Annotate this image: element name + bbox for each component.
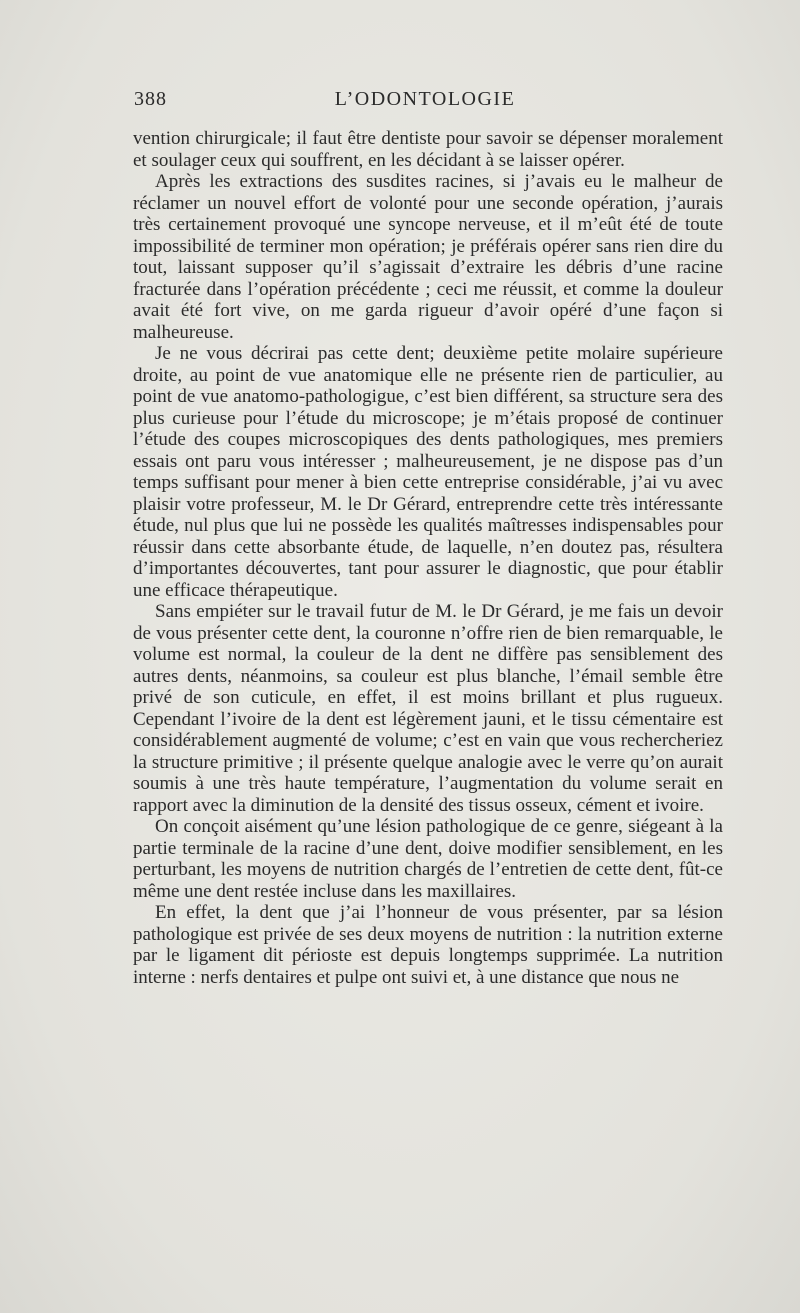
page-header	[134, 88, 716, 114]
running-title: L’ODONTOLOGIE	[334, 88, 516, 110]
body-text	[133, 128, 723, 988]
page-number: 388	[134, 88, 167, 110]
paragraph: On conçoit aisément qu’une lésion pathologique de ce genre, siégeant à la partie terminale de la racine d’une dent, doive modifier sensiblement, en les perturbant, les moyens de nutrition chargés de l’entretien de cette dent, fût-ce même une dent restée incluse dans les maxillaires.	[133, 816, 723, 902]
paragraph: En effet, la dent que j’ai l’honneur de vous présenter, par sa lésion pathologique est privée de ses deux moyens de nutrition : la nutrition externe par le ligament dit périoste est depuis longtemps supprimée. La nutrition interne : nerfs dentaires et pulpe ont suivi et, à une distance que nous ne	[133, 902, 723, 988]
paragraph: vention chirurgicale; il faut être dentiste pour savoir se dépenser moralement et soulager ceux qui souffrent, en les décidant à se laisser opérer.	[133, 128, 723, 171]
paragraph: Après les extractions des susdites racines, si j’avais eu le malheur de réclamer un nouvel effort de volonté pour une seconde opération, j’aurais très certainement provoqué une syncope nerveuse, et il m’eût été de toute impossibilité de terminer mon opération; je préférais opérer sans rien dire du tout, laissant supposer qu’il s’agissait d’extraire les débris d’une racine fracturée dans l’opération précédente ; ceci me réussit, et comme la douleur avait été fort vive, on me garda rigueur d’avoir opéré d’une façon si malheureuse.	[133, 171, 723, 343]
paragraph: Sans empiéter sur le travail futur de M. le Dr Gérard, je me fais un devoir de vous présenter cette dent, la couronne n’offre rien de bien remarquable, le volume est normal, la couleur de la dent ne diffère pas sensiblement des autres dents, néanmoins, sa couleur est plus blanche, l’émail semble être privé de son cuticule, en effet, il est moins brillant et plus rugueux. Cependant l’ivoire de la dent est légèrement jauni, et le tissu cémentaire est considérablement augmenté de volume; c’est en vain que vous rechercheriez la structure primitive ; il présente quelque analogie avec le verre qu’on aurait soumis à une très haute température, l’augmentation du volume serait en rapport avec la diminution de la densité des tissus osseux, cément et ivoire.	[133, 601, 723, 816]
paragraph: Je ne vous décrirai pas cette dent; deuxième petite molaire supérieure droite, au point de vue anatomique elle ne présente rien de particulier, au point de vue anatomo-pathologigue, c’est bien différent, sa structure sera des plus curieuse pour l’étude du microscope; je m’étais proposé de continuer l’étude des coupes microscopiques des dents pathologiques, mes premiers essais ont paru vous intéresser ; malheureusement, je ne dispose pas d’un temps suffisant pour mener à bien cette entreprise considérable, j’ai vu avec plaisir votre professeur, M. le Dr Gérard, entreprendre cette très intéressante étude, nul plus que lui ne possède les qualités maîtresses indispensables pour réussir dans cette absorbante étude, de laquelle, n’en doutez pas, résultera d’importantes découvertes, tant pour assurer le diagnostic, que pour établir une efficace thérapeutique.	[133, 343, 723, 601]
